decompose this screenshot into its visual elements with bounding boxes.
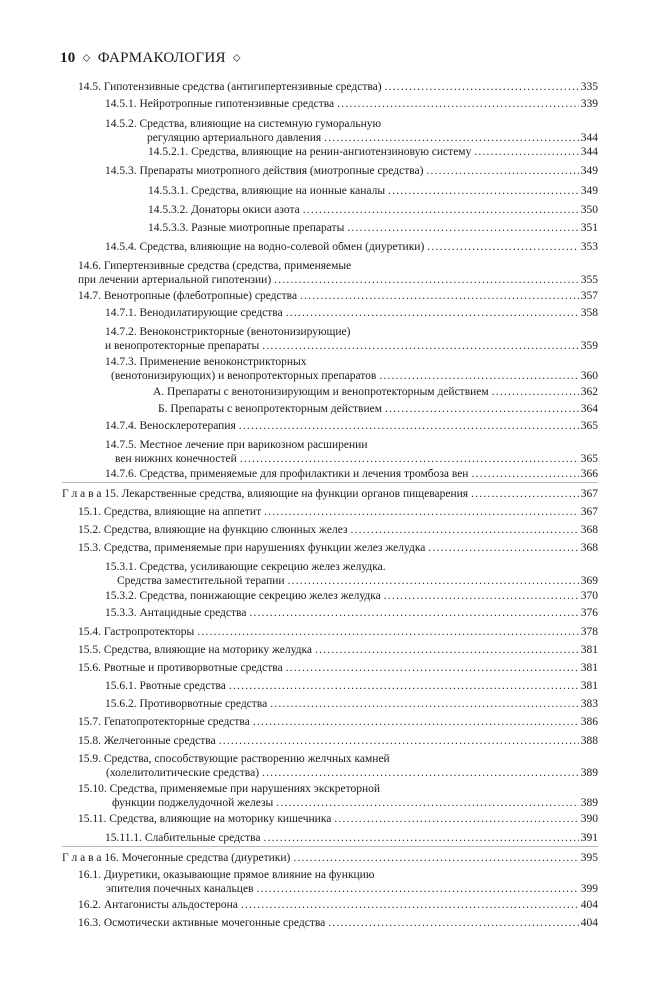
toc-entry (78, 523, 598, 537)
toc-page-number: 339 (580, 98, 598, 110)
toc-entry (78, 505, 598, 519)
toc-page-number: 351 (580, 222, 598, 234)
toc-entry-title-line: 14.7.3. Применение веноконстрикторных (105, 356, 307, 368)
toc-entry-title-line: Г л а в а 16. Мочегонные средства (диуретики) (62, 852, 291, 864)
toc-entry (78, 898, 598, 912)
toc-entry (105, 355, 598, 383)
dot-leader (286, 306, 579, 320)
toc-entry (105, 438, 598, 466)
toc-entry-title-line: 14.5.3.2. Донаторы окиси азота (148, 204, 300, 216)
dot-leader (262, 339, 578, 353)
toc-entry-title-line: 14.5.4. Средства, влияющие на водно-солевой обмен (диуретики) (105, 241, 425, 253)
toc-entry (105, 560, 598, 588)
toc-entry (158, 402, 598, 416)
toc-entry-title-line: 15.3.3. Антацидные средства (105, 607, 247, 619)
toc-entry-title-line: 14.7.6. Средства, применяемые для профилактики и лечения тромбоза вен (105, 468, 469, 480)
toc-entry (105, 589, 598, 603)
toc-page-number: 381 (580, 644, 598, 656)
dot-leader (253, 715, 579, 729)
toc-entry-title-line: 15.7. Гепатопротекторные средства (78, 716, 250, 728)
toc-entry-title-line: 16.2. Антагонисты альдостерона (78, 899, 238, 911)
toc-entry (78, 80, 598, 94)
toc-entry (105, 117, 598, 145)
dot-leader (385, 402, 579, 416)
toc-entry-title-line: 15.3.1. Средства, усиливающие секрецию желез желудка. (105, 561, 386, 573)
toc-page-number: 383 (580, 698, 598, 710)
toc-entry-title-line: 14.7.1. Венодилатирующие средства (105, 307, 283, 319)
toc-page-number: 370 (580, 590, 598, 602)
toc-page-number: 359 (580, 340, 598, 352)
toc-page-number: 389 (580, 767, 598, 779)
toc-page-number: 404 (580, 899, 598, 911)
toc-entry (78, 661, 598, 675)
toc-entry-title-line: 15.6.2. Противорвотные средства (105, 698, 268, 710)
dot-leader (240, 452, 579, 466)
toc-entry-title-line: 14.6. Гипертензивные средства (средства, применяемые (78, 260, 352, 272)
dot-leader (286, 661, 579, 675)
chapter-divider (62, 482, 598, 483)
toc-page-number: 381 (580, 680, 598, 692)
toc-entry-title-line: эпителия почечных канальцев (106, 883, 254, 895)
toc-entry (78, 916, 598, 930)
toc-entry (105, 679, 598, 693)
page-number: 10 (60, 50, 76, 66)
toc-page-number: 365 (580, 453, 598, 465)
toc-entry-title-line: 15.6.1. Рвотные средства (105, 680, 226, 692)
toc-page-number: 355 (580, 274, 598, 286)
toc-page-number: 404 (580, 917, 598, 929)
dot-leader (300, 289, 579, 303)
dot-leader (229, 679, 579, 693)
dot-leader (264, 505, 579, 519)
chapter-divider (62, 846, 598, 847)
toc-entry-title-line: 14.7.5. Местное лечение при варикозном расширении (105, 439, 368, 451)
toc-entry (105, 240, 598, 254)
toc-entry (148, 184, 598, 198)
toc-entry-title-line: 15.4. Гастропротекторы (78, 626, 195, 638)
dot-leader (249, 606, 578, 620)
dot-leader (347, 221, 578, 235)
toc-entry-title-line: 14.5.3. Препараты миотропного действия (миотропные средства) (105, 165, 424, 177)
ornament-icon: ⬦ (82, 52, 91, 64)
toc-page-number: 365 (580, 420, 598, 432)
toc-entry (78, 734, 598, 748)
toc-entry-title-line: (венотонизирующих) и венопротекторных препаратов (111, 370, 377, 382)
toc-entry-title-line: 14.7. Венотропные (флеботропные) средства (78, 290, 298, 302)
toc-entry-title-line: 15.3. Средства, применяемые при нарушениях функции желез желудка (78, 542, 426, 554)
toc-entry-title-line: 14.5.1. Нейротропные гипотензивные средства (105, 98, 335, 110)
toc-page-number: 367 (580, 506, 598, 518)
dot-leader (427, 240, 578, 254)
toc-entry (105, 606, 598, 620)
toc-page-number: 364 (580, 403, 598, 415)
toc-entry (148, 203, 598, 217)
toc-entry-title-line: 14.7.4. Веносклеротерапия (105, 420, 236, 432)
toc-entry-title-line: регуляцию артериального давления (147, 132, 322, 144)
toc-entry (78, 715, 598, 729)
toc-page-number: 367 (580, 488, 598, 500)
dot-leader (471, 487, 579, 501)
dot-leader (315, 643, 579, 657)
toc-page-number: 353 (580, 241, 598, 253)
toc-entry (62, 851, 598, 865)
toc-page-number: 366 (580, 468, 598, 480)
dot-leader (328, 916, 579, 930)
toc-entry (78, 289, 598, 303)
toc-entry-title-line: 14.5.2.1. Средства, влияющие на ренин-ангиотензиновую систему (148, 146, 472, 158)
dot-leader (379, 369, 578, 383)
toc-page-number: 350 (580, 204, 598, 216)
toc-page-number: 357 (580, 290, 598, 302)
toc-page-number: 358 (580, 307, 598, 319)
toc-entry (105, 467, 598, 481)
toc-entry-title-line: 15.1. Средства, влияющие на аппетит (78, 506, 262, 518)
dot-leader (303, 203, 579, 217)
dot-leader (428, 541, 578, 555)
dot-leader (492, 385, 579, 399)
dot-leader (293, 851, 578, 865)
toc-entry-title-line: Г л а в а 15. Лекарственные средства, влияющие на функции органов пищеварения (62, 488, 469, 500)
toc-page-number: 395 (580, 852, 598, 864)
toc-entry (78, 868, 598, 896)
dot-leader (288, 574, 579, 588)
toc-entry-title-line: вен нижних конечностей (115, 453, 237, 465)
toc-entry (62, 487, 598, 501)
toc-entry (105, 831, 598, 845)
toc-page-number: 368 (580, 542, 598, 554)
toc-entry-title-line: 14.5.3.1. Средства, влияющие на ионные каналы (148, 185, 386, 197)
toc-entry-title-line: при лечении артериальной гипотензии) (78, 274, 272, 286)
toc-entry (148, 145, 598, 159)
toc-page-number: 389 (580, 797, 598, 809)
toc-page-number: 381 (580, 662, 598, 674)
dot-leader (334, 812, 578, 826)
book-title: ФАРМАКОЛОГИЯ (97, 50, 226, 66)
toc-page-number: 344 (580, 146, 598, 158)
dot-leader (276, 796, 578, 810)
toc-page-number: 399 (580, 883, 598, 895)
dot-leader (474, 145, 578, 159)
toc-entry-title-line: 15.10. Средства, применяемые при нарушениях экскреторной (78, 783, 381, 795)
toc-entry (105, 164, 598, 178)
toc-entry (105, 697, 598, 711)
dot-leader (337, 97, 579, 111)
dot-leader (256, 882, 578, 896)
toc-entry (78, 259, 598, 287)
toc-entry-title-line: 15.9. Средства, способствующие растворению желчных камней (78, 753, 390, 765)
toc-entry (148, 221, 598, 235)
dot-leader (351, 523, 579, 537)
toc-page-number: 368 (580, 524, 598, 536)
dot-leader (197, 625, 578, 639)
toc-entry (78, 812, 598, 826)
toc-page-number: 344 (580, 132, 598, 144)
toc-entry-title-line: 14.5. Гипотензивные средства (антигипертензивные средства) (78, 81, 382, 93)
toc-entry-title-line: и венопротекторные препараты (105, 340, 260, 352)
toc-entry-title-line: 15.5. Средства, влияющие на моторику желудка (78, 644, 313, 656)
toc-entry-title-line: функции поджелудочной железы (112, 797, 274, 809)
toc-entry-title-line: 15.11. Средства, влияющие на моторику кишечника (78, 813, 332, 825)
dot-leader (264, 831, 579, 845)
dot-leader (385, 80, 579, 94)
dot-leader (426, 164, 578, 178)
toc-entry-title-line: 16.3. Осмотически активные мочегонные средства (78, 917, 326, 929)
dot-leader (384, 589, 579, 603)
toc-page-number: 386 (580, 716, 598, 728)
dot-leader (219, 734, 579, 748)
toc-entry-title-line: Средства заместительной терапии (117, 575, 285, 587)
toc-page-number: 335 (580, 81, 598, 93)
toc-page-number: 349 (580, 185, 598, 197)
toc-entry-title-line: 16.1. Диуретики, оказывающие прямое влияние на функцию (78, 869, 375, 881)
dot-leader (270, 697, 579, 711)
toc-entry-title-line: 15.8. Желчегонные средства (78, 735, 216, 747)
toc-entry-title-line: 15.6. Рвотные и противорвотные средства (78, 662, 283, 674)
dot-leader (239, 419, 579, 433)
toc-entry (78, 752, 598, 780)
toc-entry-title-line: 14.5.2. Средства, влияющие на системную гуморальную (105, 118, 382, 130)
toc-entry-title-line: 14.5.3.3. Разные миотропные препараты (148, 222, 345, 234)
toc-entry (78, 643, 598, 657)
toc-page-number: 369 (580, 575, 598, 587)
dot-leader (388, 184, 579, 198)
dot-leader (262, 766, 579, 780)
dot-leader (324, 131, 579, 145)
toc-entry-title-line: 15.11.1. Слабительные средства (105, 832, 261, 844)
dot-leader (241, 898, 579, 912)
toc-entry-title-line: Б. Препараты с венопротекторным действием (158, 403, 382, 415)
toc-page-number: 362 (580, 386, 598, 398)
toc-page-number: 388 (580, 735, 598, 747)
toc-entry-title-line: 14.7.2. Веноконстрикторные (венотонизирующие) (105, 326, 351, 338)
dot-leader (274, 273, 579, 287)
toc-entry-title-line: 15.2. Средства, влияющие на функцию слюнных желез (78, 524, 348, 536)
toc-page-number: 360 (580, 370, 598, 382)
toc-entry-title-line: (холелитолитические средства) (106, 767, 260, 779)
ornament-icon: ⬦ (232, 52, 241, 64)
toc-entry (105, 325, 598, 353)
toc-page-number: 349 (580, 165, 598, 177)
toc-page-number: 376 (580, 607, 598, 619)
toc-entry-title-line: 15.3.2. Средства, понижающие секрецию желез желудка (105, 590, 381, 602)
toc-entry (105, 97, 598, 111)
toc-page-number: 378 (580, 626, 598, 638)
toc-entry (78, 782, 598, 810)
toc-page-number: 391 (580, 832, 598, 844)
toc-entry (105, 419, 598, 433)
toc-entry (105, 306, 598, 320)
toc-entry (78, 541, 598, 555)
toc-entry (153, 385, 598, 399)
dot-leader (471, 467, 578, 481)
toc-page-number: 390 (580, 813, 598, 825)
toc-entry (78, 625, 598, 639)
toc-entry-title-line: А. Препараты с венотонизирующим и венопротекторным действием (153, 386, 489, 398)
